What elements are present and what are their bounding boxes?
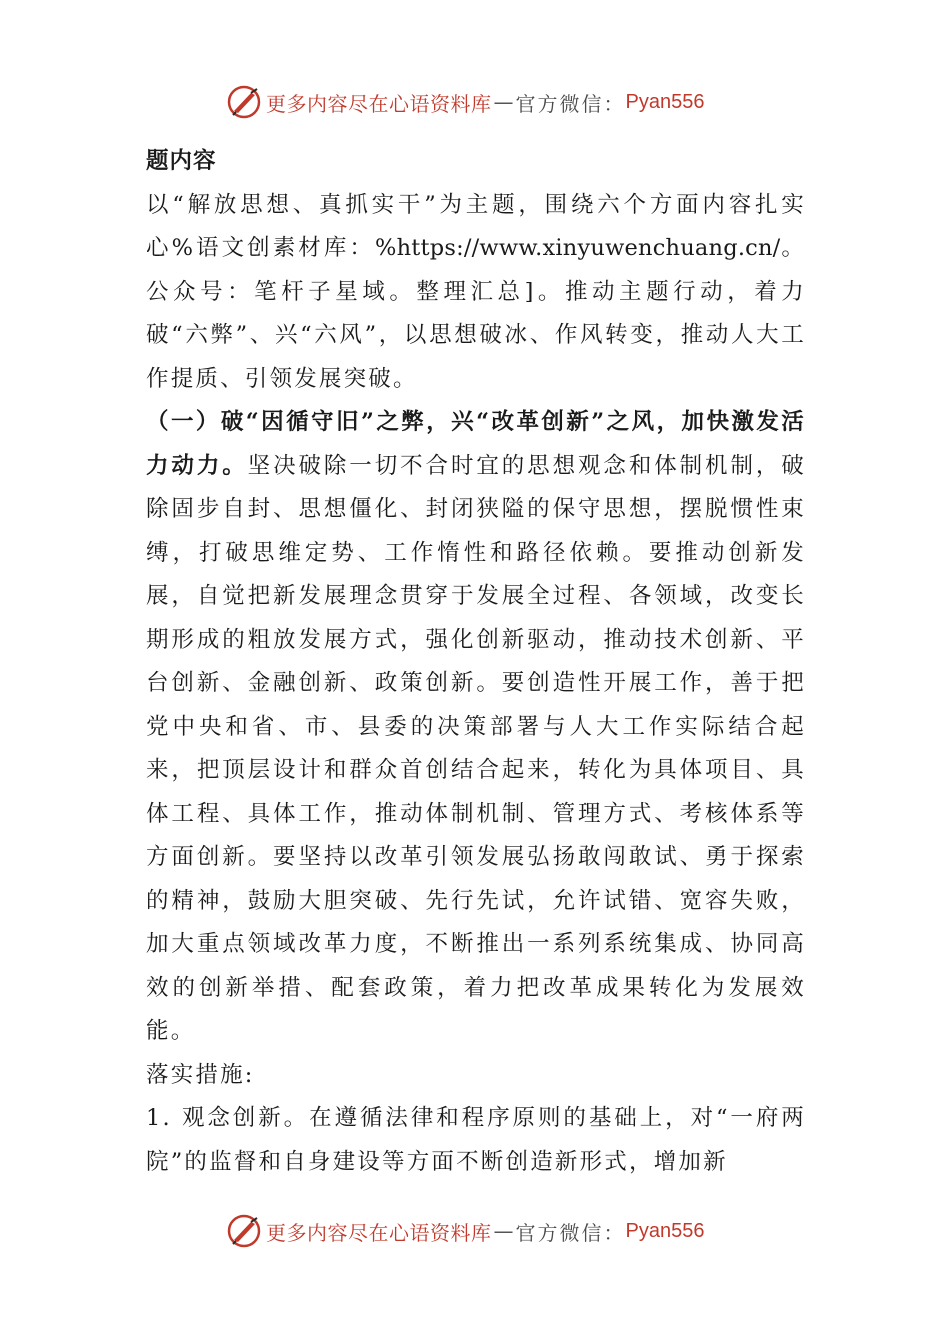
measure-1: 1. 观念创新。在遵循法律和程序原则的基础上，对“一府两院”的监督和自身建设等方面不断创造新形式，增加新 — [146, 1105, 806, 1175]
intro-text: 以“解放思想、真抓实干”为主题，围绕六个方面内容扎实心 — [146, 191, 806, 261]
measures-label: 落实措施: — [146, 1061, 255, 1088]
banner-dash: — — [493, 90, 514, 114]
intro-paragraph — [146, 184, 806, 402]
intro-url: %https://www.xinyuwenchuang.cn/ — [374, 235, 781, 261]
section-1-title: （一）破“因循守旧”之弊，兴“改革创新”之风，加快激发活力动力。 — [146, 409, 806, 479]
header-watermark-banner — [226, 84, 704, 120]
banner-wechat-label: 官方微信： — [515, 1220, 626, 1245]
document-body — [146, 140, 806, 1184]
banner-dash: — — [493, 1219, 514, 1243]
document-heading: 题内容 — [146, 148, 217, 174]
intro-source-end: 。 — [780, 235, 807, 261]
intro-text-continued: 公众号：笔杆子星域。整理汇总]。推动主题行动，着力破“六弊”、兴“六风”，以思想破冰、作风转变，推动人大工作提质、引领发展突破。 — [146, 278, 806, 392]
footer-watermark-banner — [226, 1213, 704, 1249]
section-1-paragraph — [146, 401, 806, 1054]
quill-pen-logo-icon — [226, 1213, 262, 1249]
banner-wechat-id: Pyan556 — [625, 90, 705, 113]
banner-slogan: 更多内容尽在心语资料库 — [266, 91, 492, 116]
quill-pen-logo-icon — [226, 84, 262, 120]
banner-wechat-id: Pyan556 — [625, 1219, 705, 1242]
intro-source-prefix: %语文创素材库： — [171, 235, 375, 261]
banner-slogan: 更多内容尽在心语资料库 — [266, 1220, 492, 1245]
section-1-body: 坚决破除一切不合时宜的思想观念和体制机制，破除固步自封、思想僵化、封闭狭隘的保守思想，摆脱惯性束缚，打破思维定势、工作惰性和路径依赖。要推动创新发展，自觉把新发展理念贯穿于发展全过程、各领域，改变长期形成的粗放发展方式，强化创新驱动，推动技术创新、平台创新、金融创新、政策创新。要创造性开展工作，善于把党中央和省、市、县委的决策部署与人大工作实际结合起来，把顶层设计和群众首创结合起来，转化为具体项目、具体工程、具体工作，推动体制机制、管理方式、考核体系等方面创新。要坚持以改革引领发展弘扬敢闯敢试、勇于探索的精神，鼓励大胆突破、先行先试，允许试错、宽容失败，加大重点领域改革力度，不断推出一系列系统集成、协同高效的创新举措、配套政策，着力把改革成果转化为发展效能。 — [146, 452, 806, 1044]
banner-wechat-label: 官方微信： — [515, 91, 626, 116]
